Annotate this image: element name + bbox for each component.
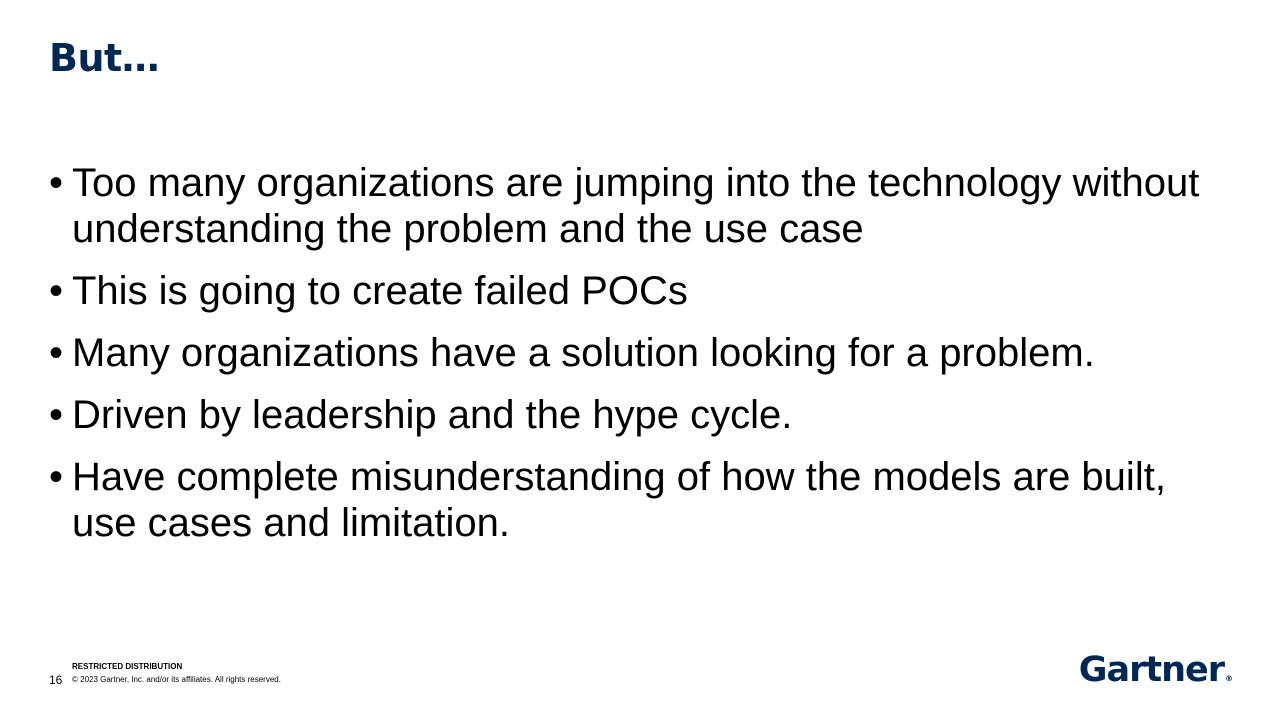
bullet-text: Have complete misunderstanding of how the models are built, use cases and limitation. <box>72 455 1166 545</box>
bullet-dot: • <box>49 161 64 205</box>
bullet-text: Many organizations have a solution looking for a problem. <box>72 331 1095 375</box>
bullet-text: Driven by leadership and the hype cycle. <box>72 393 793 437</box>
bullet-item <box>49 454 1209 546</box>
gartner-logo <box>1079 648 1232 701</box>
slide-title: But… <box>49 36 160 80</box>
bullet-item <box>49 268 1209 314</box>
logo-text: Gartner <box>1078 650 1224 690</box>
bullet-list <box>49 160 1209 562</box>
bullet-item <box>49 330 1209 376</box>
bullet-dot: • <box>49 455 64 499</box>
copyright-notice: © 2023 Gartner, Inc. and/or its affiliates. All rights reserved. <box>72 675 281 684</box>
bullet-item <box>49 160 1209 252</box>
restricted-distribution-label: RESTRICTED DISTRIBUTION <box>72 662 183 671</box>
bullet-item <box>49 392 1209 438</box>
bullet-dot: • <box>49 393 64 437</box>
bullet-text: This is going to create failed POCs <box>72 269 688 313</box>
bullet-dot: • <box>49 269 64 313</box>
page-number: 16 <box>49 673 63 687</box>
bullet-dot: • <box>49 331 64 375</box>
registered-mark-icon: ® <box>1225 674 1232 683</box>
bullet-text: Too many organizations are jumping into the technology without understanding the problem and the use case <box>72 161 1200 251</box>
